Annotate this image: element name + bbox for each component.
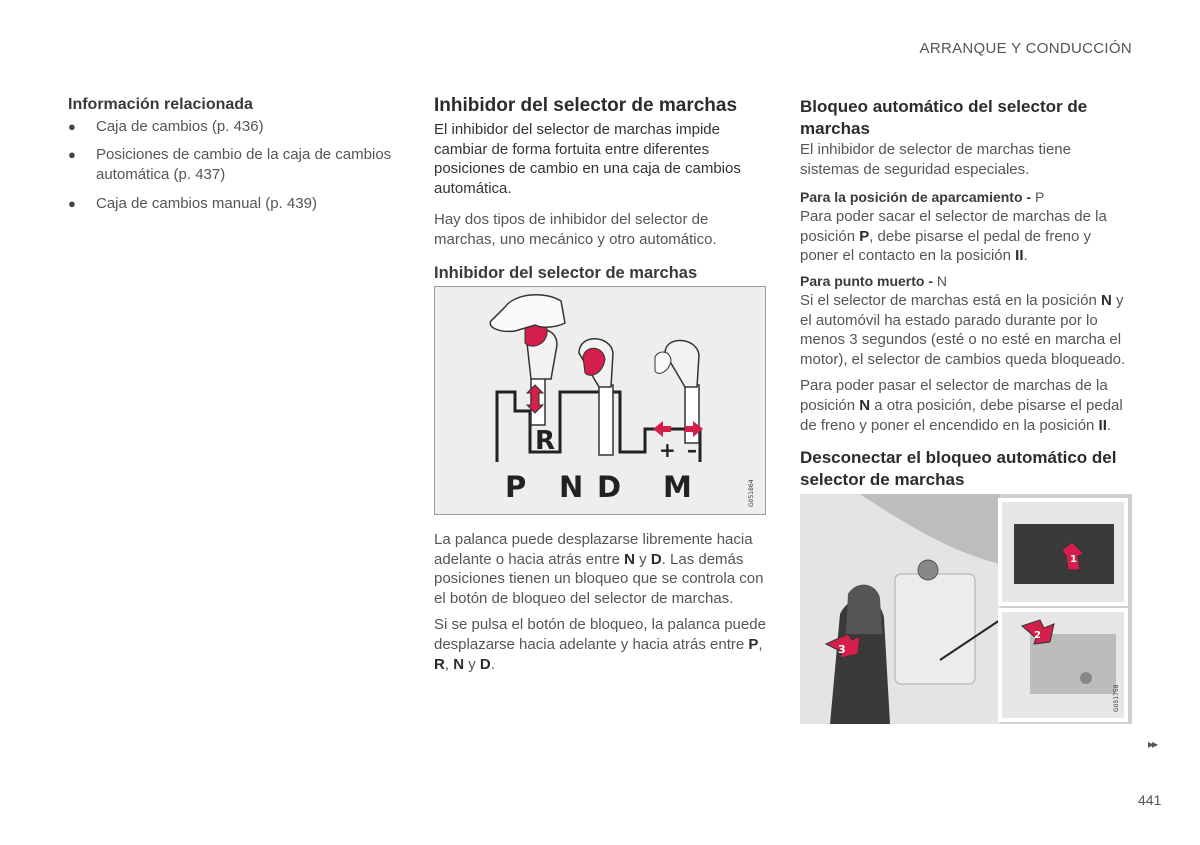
gear-selector-illustration — [435, 287, 765, 514]
lock-button-paragraph: Si se pulsa el botón de bloqueo, la palanca puede desplazarse hacia adelante y hacia atrás entre P, R, N y D. — [434, 616, 766, 673]
park-paragraph: Para poder sacar el selector de marchas de la posición P, debe pisarse el pedal de freno y poner el contacto en la posición II. — [800, 208, 1107, 265]
related-links-list — [68, 117, 408, 214]
gear-d-label: D — [597, 470, 622, 504]
page-number: 441 — [1138, 792, 1162, 808]
step-2-label: 2 — [1034, 630, 1041, 641]
free-move-paragraph: La palanca puede desplazarse libremente hacia adelante o hacia atrás entre N y D. Las demás posiciones tienen un bloqueo que se controla con el botón de bloqueo del selector de marchas. — [434, 531, 764, 607]
bullet-icon: ● — [68, 196, 76, 211]
section-title: Inhibidor del selector de marchas — [434, 95, 738, 116]
intro-paragraph: El inhibidor del selector de marchas impide cambiar de forma fortuita entre diferentes posiciones de cambio en una caja de cambios automática. — [434, 121, 741, 197]
neutral-caption: Para punto muerto - N — [800, 272, 948, 289]
bullet-icon: ● — [68, 119, 76, 134]
park-caption: Para la posición de aparcamiento - P — [800, 189, 1045, 206]
next-page-arrows-icon[interactable]: ▸▸ — [1148, 737, 1157, 751]
auto-lock-title: Bloqueo automático del selector de marchas — [800, 97, 1088, 138]
gear-n-label: N — [559, 470, 584, 504]
gear-m-label: M — [663, 470, 692, 504]
console-figure — [800, 494, 1132, 724]
subsection-title: Inhibidor del selector de marchas — [434, 263, 698, 282]
plus-label: + — [659, 438, 676, 462]
step-1-label: 1 — [1070, 554, 1077, 565]
related-link[interactable]: ● Caja de cambios manual (p. 439) — [68, 195, 317, 212]
gear-inhibitor-column — [434, 94, 768, 284]
auto-lock-intro: El inhibidor de selector de marchas tiene sistemas de seguridad especiales. — [800, 141, 1071, 178]
bullet-icon: ● — [68, 147, 76, 162]
step-3-label: 3 — [838, 643, 846, 656]
related-info-title: Información relacionada — [68, 96, 253, 113]
neutral-paragraph: Si el selector de marchas está en la posición N y el automóvil ha estado parado durante por lo menos 3 segundos (esté o no esté en marcha el motor), el selector de cambios queda bloqueado. — [800, 291, 1126, 368]
figure-code: G051864 — [748, 479, 755, 507]
neutral-release-paragraph: Para poder pasar el selector de marchas de la posición N a otra posición, debe pisarse el pedal de freno y poner el encendido en la posición II. — [800, 377, 1123, 434]
disconnect-lock-title: Desconectar el bloqueo automático del selector de marchas — [800, 448, 1117, 490]
minus-label: – — [687, 438, 697, 462]
automatic-lock-column — [800, 96, 1132, 491]
console-illustration — [800, 494, 1132, 724]
section-header: ARRANQUE Y CONDUCCIÓN — [919, 40, 1132, 57]
related-link[interactable]: ● Posiciones de cambio de la caja de cambios automática (p. 437) — [68, 146, 392, 183]
gear-selector-figure — [434, 286, 766, 515]
types-paragraph: Hay dos tipos de inhibidor del selector de marchas, uno mecánico y otro automático. — [434, 211, 717, 248]
related-info-column — [68, 94, 408, 219]
gear-inhibitor-text — [434, 530, 768, 674]
gear-p-label: P — [505, 470, 527, 504]
console-figure-code: G051758 — [1113, 684, 1120, 712]
gear-r-label: R — [535, 426, 556, 456]
related-link[interactable]: ● Caja de cambios (p. 436) — [68, 118, 264, 135]
